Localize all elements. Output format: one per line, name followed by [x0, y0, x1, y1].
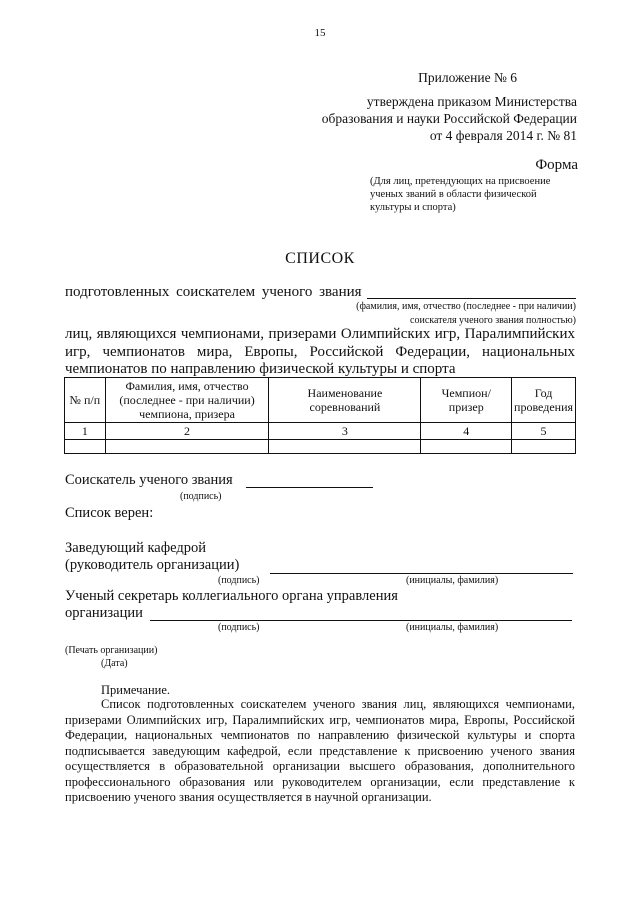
initials-hint: (инициалы, фамилия)	[406, 622, 499, 633]
secretary-signature-line	[150, 620, 572, 621]
col-number: 3	[269, 423, 421, 440]
col-header-name: Фамилия, имя, отчество (последнее - при наличии) чемпиона, призера	[105, 378, 269, 423]
approval-line: образования и науки Российской Федерации	[321, 111, 577, 126]
form-note: (Для лиц, претендующих на присвоение ученых званий в области физической культуры и спорта)	[370, 176, 551, 213]
applicant-label: Соискатель ученого звания	[65, 472, 233, 488]
document-title: СПИСОК	[285, 250, 355, 267]
note-text: Список подготовленных соискателем ученого звания лиц, являющихся чемпионами, призерами Олимпийских игр, Паралимпийских игр, чемпионатов мира, Европы, Российской Федерации, национальных чемпионатов по направлению физической культуры и спорта подписывается заведующим кафедрой, если представление к присвоению ученого звания осуществляется в образовательной организации высшего образования, дополнительного профессионального образования или руководителем организации, если представление к присвоению ученого звания осуществляется в научной организации.	[65, 697, 575, 804]
stamp-label: (Печать организации)	[65, 645, 158, 656]
table-row	[65, 440, 576, 454]
note-title: Примечание.	[101, 683, 171, 697]
signature-hint: (подпись)	[218, 575, 260, 586]
col-number: 4	[421, 423, 512, 440]
col-number: 1	[65, 423, 106, 440]
secretary-title: Ученый секретарь коллегиального органа управления	[65, 588, 398, 604]
col-header-year: Год проведения	[512, 378, 576, 423]
initials-hint: (инициалы, фамилия)	[406, 575, 499, 586]
form-label: Форма	[535, 157, 578, 173]
col-number: 2	[105, 423, 269, 440]
head-signature-line	[270, 573, 573, 574]
champions-table	[64, 377, 576, 454]
page-number: 15	[314, 27, 326, 39]
appendix-label: Приложение № 6	[418, 70, 517, 85]
date-label: (Дата)	[101, 658, 128, 669]
applicant-name-hint-2: соискателя ученого звания полностью)	[410, 315, 576, 326]
col-number: 5	[512, 423, 576, 440]
approval-line: утверждена приказом Министерства	[366, 94, 577, 109]
applicant-name-hint: (фамилия, имя, отчество (последнее - при наличии)	[356, 301, 576, 312]
col-header-competition: Наименование соревнований	[269, 378, 421, 423]
prepared-by-label: подготовленных соискателем ученого звания	[65, 284, 362, 300]
intro-paragraph: лиц, являющихся чемпионами, призерами Олимпийских игр, Паралимпийских игр, чемпионатов мира, Европы, Российской Федерации, национальных чемпионатов по направлению физической культуры и спорта	[65, 326, 575, 377]
list-correct-label: Список верен:	[65, 505, 154, 521]
table-header-row	[65, 378, 576, 423]
signature-hint: (подпись)	[180, 491, 222, 502]
head-title: Заведующий кафедрой	[65, 540, 207, 556]
approval-block	[322, 93, 577, 144]
signature-hint: (подпись)	[218, 622, 260, 633]
applicant-signature-line	[246, 487, 373, 488]
approval-line: от 4 февраля 2014 г. № 81	[429, 128, 577, 143]
col-header-result: Чемпион/ призер	[421, 378, 512, 423]
col-header-number: № п/п	[65, 378, 106, 423]
secretary-org-label: организации	[65, 605, 143, 621]
head-title-alt: (руководитель организации)	[65, 557, 240, 573]
table-number-row	[65, 423, 576, 440]
applicant-name-line	[367, 298, 576, 299]
